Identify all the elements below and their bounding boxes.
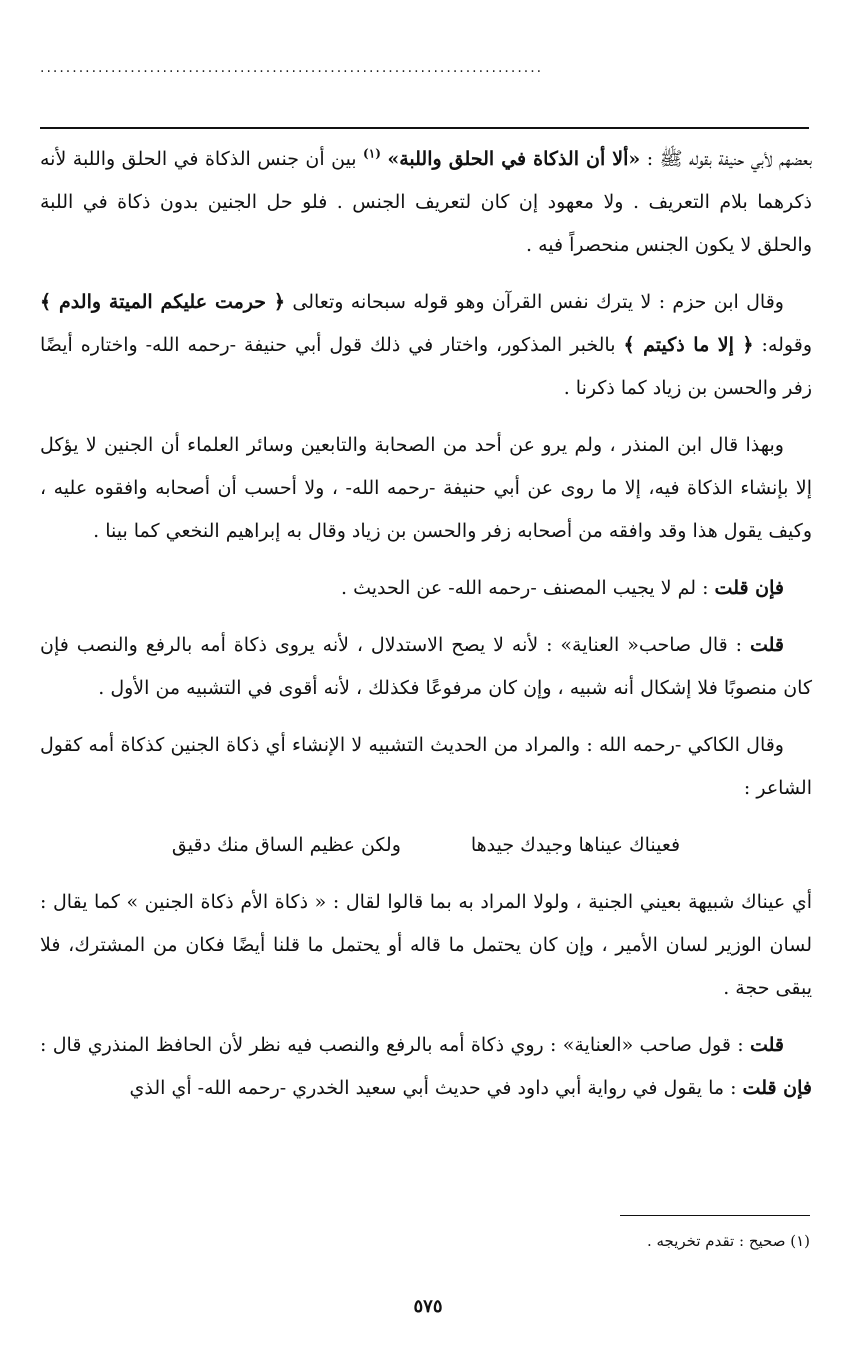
p2-quran-verse-2: ﴿ إلا ما ذكيتم ﴾ [623,334,754,356]
p9-answer-marker: قلت [749,1034,784,1056]
paragraph-8 [40,881,812,1010]
p2-rest: بالخبر المذكور، واختار في ذلك قول أبي حنيفة -رحمه الله- واختاره أيضًا زفر والحسن بن زياد كما ذكرنا . [40,334,812,399]
main-text [40,138,812,1124]
p2-quran-verse-1: ﴿ حرمت عليكم الميتة والدم ﴾ [40,291,286,313]
p9-text-1: : قول صاحب «العناية» : روي ذكاة أمه بالرفع والنصب فيه نظر لأن الحافظ المنذري قال : [40,1034,750,1056]
footnote: (١) صحيح : تقدم تخريجه . [646,1232,810,1250]
verse-hemistich-1: فعيناك عيناها وجيدك جيدها [470,834,681,856]
paragraph-5 [40,624,812,710]
p9-text-2: : ما يقول في رواية أبي داود في حديث أبي سعيد الخدري -رحمه الله- أي الذي [129,1077,743,1099]
p4-question-marker: فإن قلت [714,577,784,599]
p4-text: : لم لا يجيب المصنف -رحمه الله- عن الحديث . [341,577,715,599]
page-number: ٥٧٥ [413,1296,443,1317]
paragraph-9 [40,1024,812,1110]
paragraph-4 [40,567,812,610]
p1-hadith-quote: «ألا أن الذكاة في الحلق واللبة» [387,148,641,170]
poetry-verse [40,824,812,867]
paragraph-2 [40,281,812,410]
p5-text: : قال صاحب« العناية» : لأنه لا يصح الاستدلال ، لأنه يروى ذكاة أمه بالرفع والنصب فإن كان منصوبًا فلا إشكال أنه شبيه ، وإن كان مرفوعًا فكذلك ، لأنه أقوى في التشبيه من الأول . [40,634,812,699]
p3-text: وبهذا قال ابن المنذر ، ولم يرو عن أحد من الصحابة والتابعين وسائر العلماء أن الجنين لا يؤكل إلا بإنشاء الذكاة فيه، إلا ما روى عن أبي حنيفة -رحمه الله- ، ولا أحسب أن أصحابه وافقوه عليه ، وكيف يقول هذا وقد وافقه من أصحابه زفر والحسن بن زياد وقال به إبراهيم النخعي كما بينا . [40,434,812,542]
p1-intro: بعضهم لأبي حنيفة بقوله ﷺ : [640,148,812,170]
verse-hemistich-2: ولكن عظيم الساق منك دقيق [171,834,401,856]
p6-text: وقال الكاكي -رحمه الله : والمراد من الحديث التشبيه لا الإنشاء أي ذكاة الجنين كذكاة أمه كقول الشاعر : [40,734,812,799]
header-rule [40,127,809,129]
p5-answer-marker: قلت [749,634,784,656]
footnote-rule [620,1215,810,1216]
p8-text: أي عيناك شبيهة بعيني الجنية ، ولولا المراد به بما قالوا لقال : « ذكاة الأم ذكاة الجنين » كما يقال : لسان الوزير لسان الأمير ، وإن كان يحتمل ما قاله أو يحتمل ما قلنا أيضًا فكان من المشترك، فلا يبقى حجة . [40,891,812,999]
p2-intro: وقال ابن حزم : لا يترك نفس القرآن وهو قوله سبحانه وتعالى [285,291,784,313]
p9-question-marker: فإن قلت [742,1077,812,1099]
paragraph-6 [40,724,812,810]
paragraph-1 [40,138,812,267]
p1-rest: بين أن جنس الذكاة في الحلق واللبة لأنه ذكرهما بلام التعريف . ولا معهود إن كان لتعريف الجنس . فلو حل الجنين بدون ذكاة في اللبة والحلق لا يكون الجنس منحصراً فيه . [40,148,812,256]
header-dotted-line: .............................................................................. [40,60,544,76]
paragraph-3 [40,424,812,553]
p2-mid: وقوله: [753,334,812,356]
footnote-ref: (١) [363,146,381,161]
